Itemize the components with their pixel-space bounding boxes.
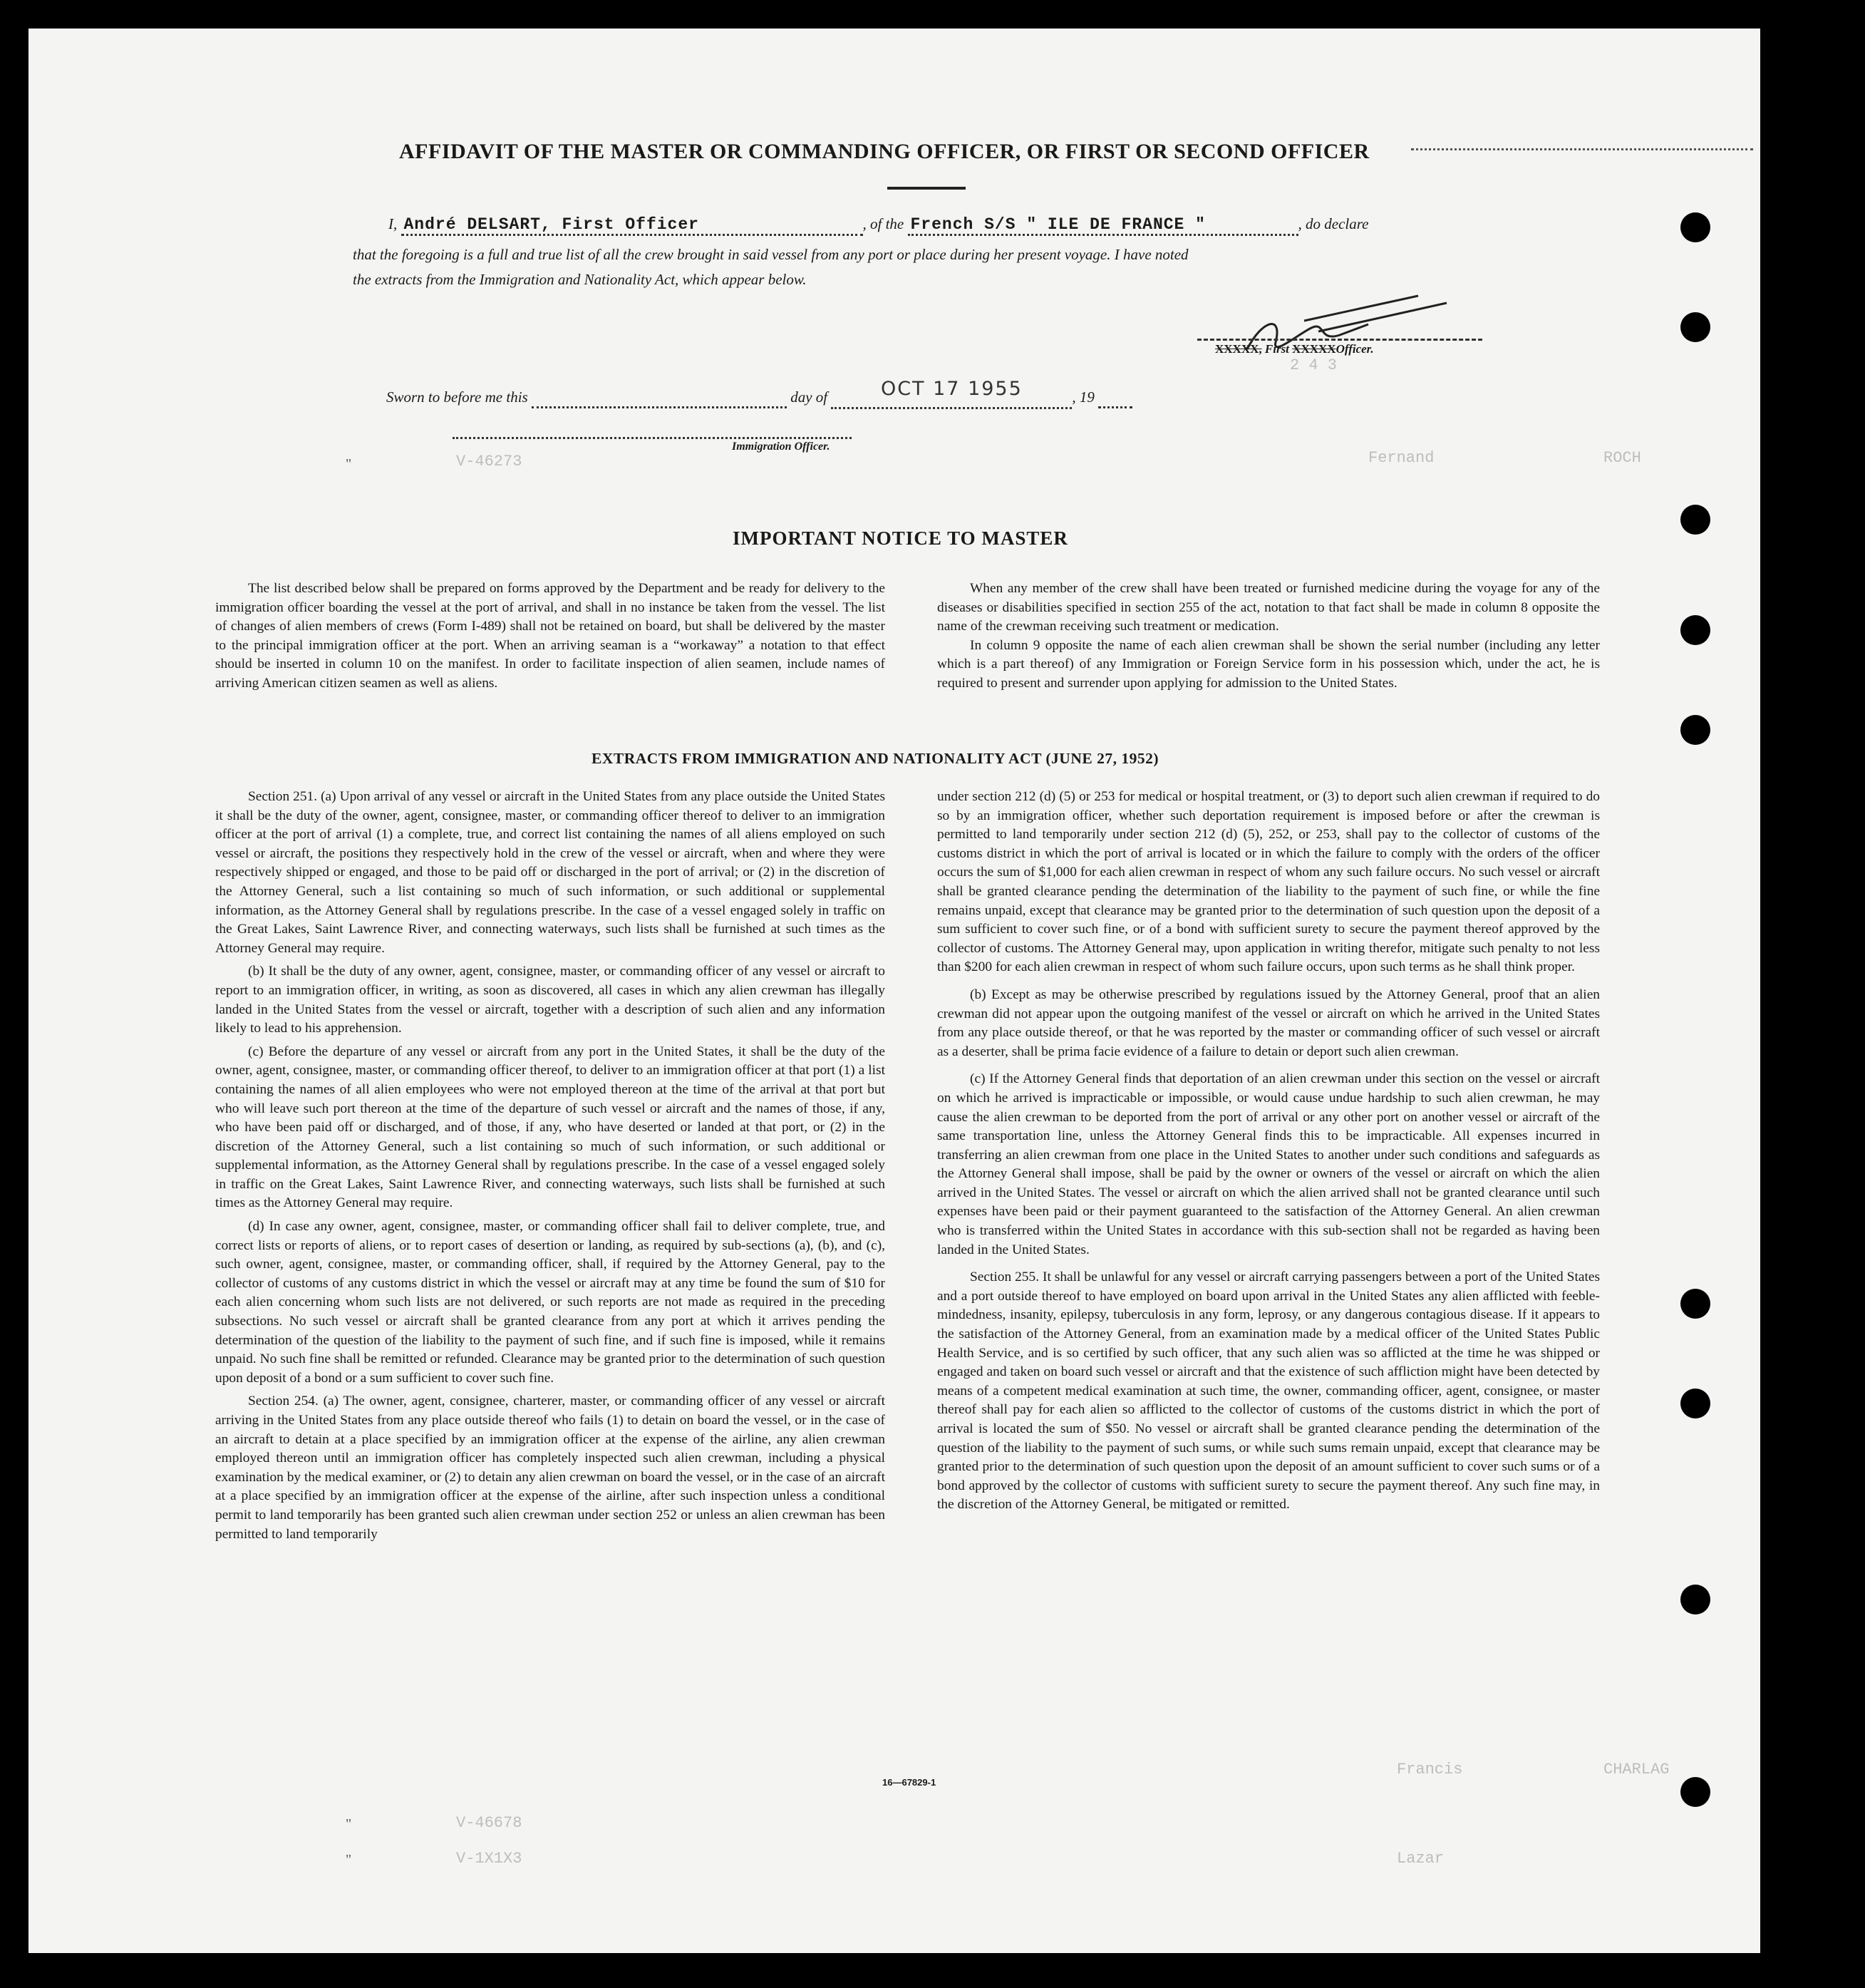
signature-line xyxy=(1197,339,1482,341)
binder-hole xyxy=(1680,505,1710,535)
bleed-through-text: Lazar xyxy=(1397,1850,1445,1868)
declaration-line-2: that the foregoing is a full and true list of all the crew brought in said vessel from any port or place during her present voyage. I have noted xyxy=(353,246,1189,263)
section-255: Section 255. It shall be unlawful for any vessel or aircraft carrying passengers between a port of the United States and a port outside thereof to have employed on board upon arrival in the United States any alien afflicted with feeble-mindedness, insanity, epilepsy, tuberculosis in any form, leprosy, or any dangerous contagious disease. If it appears to the satisfaction of the Attorney General, from an examination made by a medical officer of the United States Public Health Service, and is so certified by such officer, that any such alien was so afflicted at the time he was shipped or engaged and taken on board such vessel or aircraft and that the existence of such affliction might have been detected by means of a competent medical examination at such time, the owner, commanding officer, agent, consignee, or master thereof shall pay for each alien so afflicted to the collector of customs of the customs district in which the port of arrival is located the sum of $50. No vessel or aircraft shall be granted clearance pending the determination of the question of the liability to the payment of such sums, or while such sums remain unpaid, except that clearance may be granted prior to the determination of such question upon the deposit of an amount sufficient to cover such sums or of a bond approved by the collector of customs with sufficient surety to secure the payment thereof. Any such fine may, in the discretion of the Attorney General, be mitigated or remitted. xyxy=(937,1269,1600,1513)
binder-hole xyxy=(1680,1289,1710,1319)
notice-right-paragraph-1: When any member of the crew shall have been treated or furnished medicine during the voyage for any of the diseases or disabilities specified in section 255 of the act, notation to that fact shall be made in column 8 opposite the name of the crewman receiving such treatment or medication. xyxy=(937,581,1600,634)
day-of-label: day of xyxy=(790,388,828,406)
bleed-through-text: Fernand xyxy=(1368,449,1435,467)
section-254c: (c) If the Attorney General finds that deportation of an alien crewman under this section on the vessel or aircraft on which he arrived is impracticable or impossible, or would cause undue hardship to such alien crewman, he may cause the alien crewman to be deported from the port of arrival or any other port on another vessel or aircraft of the same transportation line, unless the Attorney General finds this to be impracticable. All expenses incurred in transferring an alien crewman from one place in the United States to another under such conditions and safeguards as the Attorney General shall impose, shall be paid by the owner or owners of the vessel or aircraft on which the alien arrived in the United States. The vessel or aircraft on which the alien arrived shall not be granted clearance until such expenses have been paid or their payment guaranteed to the satisfaction of the Attorney General. An alien crewman who is transferred within the United States in accordance with this sub-section shall not be regarded as having been landed in the United States. xyxy=(937,1071,1600,1257)
bleed-through-text: V-46678 xyxy=(456,1814,522,1832)
section-251a: Section 251. (a) Upon arrival of any vessel or aircraft in the United States from any place outside the United States it shall be the duty of the owner, agent, consignee, master, or commanding officer thereof to deliver to an immigration officer at the port of arrival (1) a complete, true, and correct list containing the names of all aliens employed on such vessel or aircraft, the positions they respectively hold in the crew of the vessel or aircraft, when and where they were respectively shipped or engaged, and those to be paid off or discharged in the port of arrival; or (2) in the discretion of the Attorney General, such a list containing so much of such information, or such additional or supplemental information, as the Attorney General shall by regulations prescribe. In the case of a vessel engaged solely in traffic on the Great Lakes, Saint Lawrence River, and connecting waterways, such lists shall be furnished at such times as the Attorney General may require. xyxy=(215,789,885,956)
officer-signature xyxy=(1233,292,1461,371)
binder-hole xyxy=(1680,212,1710,242)
bleed-through-text: 2 4 3 xyxy=(1290,356,1338,374)
year-suffix: , 19 xyxy=(1072,388,1095,406)
ditto-mark: " xyxy=(346,1852,352,1868)
year-field xyxy=(1098,388,1132,408)
bleed-through-text: ROCH xyxy=(1603,449,1641,467)
declarant-prefix: I, xyxy=(388,215,398,232)
date-stamp: OCT 17 1955 xyxy=(880,378,1023,400)
binder-hole xyxy=(1680,1585,1710,1614)
sworn-line xyxy=(386,378,1132,409)
declaration-line xyxy=(388,215,1368,236)
officer-title xyxy=(1215,342,1374,356)
immigration-officer-line xyxy=(453,437,852,439)
vessel-field xyxy=(908,215,1298,236)
vessel-name: French S/S " ILE DE FRANCE " xyxy=(910,215,1206,234)
first-label: First xyxy=(1264,342,1289,356)
section-251c: (c) Before the departure of any vessel or aircraft from any port in the United States, it shall be the duty of the owner, agent, consignee, master, or commanding officer thereof, to deliver to an immigration officer at that port (1) a list containing the names of all alien employees who were not employed thereon at the time of the arrival at that port but who will leave such port thereon at the time of the departure of such vessel or aircraft and the names of those, if any, who have been paid off or discharged, and of those, if any, who have deserted or landed at that port, or (2) in the discretion of the Attorney General, such a list containing so much of such information, or such additional or supplemental information, as the Attorney General shall by regulations prescribe. In the case of a vessel engaged solely in traffic on the Great Lakes, Saint Lawrence River, and connecting waterways, such lists shall be furnished at such times as the Attorney General may require. xyxy=(215,1044,885,1211)
extracts-left-column xyxy=(215,788,885,1544)
ditto-mark: " xyxy=(346,1816,352,1832)
struck-title-1: XXXXX, xyxy=(1215,342,1262,356)
form-number: 16—67829-1 xyxy=(882,1777,936,1788)
section-254a: Section 254. (a) The owner, agent, consignee, charterer, master, or commanding officer of any vessel or aircraft arriving in the United States from any place outside thereof who fails (1) to detain on board the vessel, or in the case of an aircraft to detain at a place specified by an immigration officer at the expense of the airline, any alien crewman employed thereon until an immigration officer has completely inspected such alien crewman, including a physical examination by the medical examiner, or (2) to detain any alien crewman on board the vessel, or in the case of an aircraft at a place specified by an immigration officer at the expense of the airline, after such inspection unless a conditional permit to land temporarily has been granted such alien crewman under section 252 or unless an alien crewman has been permitted to land temporarily xyxy=(215,1394,885,1542)
extracts-title: EXTRACTS FROM IMMIGRATION AND NATIONALITY ACT (JUNE 27, 1952) xyxy=(591,750,1159,767)
notice-title: IMPORTANT NOTICE TO MASTER xyxy=(733,527,1068,549)
do-declare-label: , do declare xyxy=(1298,215,1369,232)
notice-right-column xyxy=(937,580,1600,694)
title-dotted-leader xyxy=(1411,148,1753,150)
title-rule xyxy=(887,187,966,190)
bleed-through-text: V-1X1X3 xyxy=(456,1850,522,1868)
bleed-through-text: CHARLAG xyxy=(1603,1761,1670,1778)
sworn-label: Sworn to before me this xyxy=(386,388,528,406)
declarant-name: André DELSART, First Officer xyxy=(403,215,699,234)
officer-label: Officer. xyxy=(1336,342,1374,356)
declarant-field xyxy=(401,215,863,236)
bleed-through-text: V-46273 xyxy=(456,453,522,470)
binder-hole xyxy=(1680,615,1710,645)
section-251d: (d) In case any owner, agent, consignee, master, or commanding officer shall fail to deliver complete, true, and correct lists or reports of aliens, or to report cases of desertion or landing, as required by sub-sections (a), (b), and (c), such owner, agent, consignee, master, or commanding officer, shall, if required by the Attorney General, pay to the collector of customs of any customs district in which the vessel or aircraft may at any time be found the sum of $10 for each alien concerning whom such lists are not delivered, or such reports are not made as required in the preceding subsections. No such vessel or aircraft shall be granted clearance from any port at which it arrives pending the determination of the question of the liability to the payment of such fine, and if such fine is imposed, while it remains unpaid. No such fine shall be remitted or refunded. Clearance may be granted prior to the determination of such question upon deposit of a bond or a sum sufficient to cover such fine. xyxy=(215,1219,885,1386)
notice-right-paragraph-2: In column 9 opposite the name of each alien crewman shall be shown the serial number (including any letter which is a part thereof) of any Immigration or Foreign Service form in his possession which, under the act, he is required to present and surrender upon applying for admission to the United States. xyxy=(937,637,1600,691)
section-254a-continued: under section 212 (d) (5) or 253 for medical or hospital treatment, or (3) to deport such alien crewman if required to do so by an immigration officer, whether such deportation requirement is imposed before or after the crewman is permitted to land temporarily under section 212 (d) (5), 252, or 253, shall pay to the collector of customs of the customs district in which the port of arrival is located or in which the failure to comply with the orders of the officer occurs the sum of $1,000 for each alien crewman in respect of whom any such failure occurs. No such vessel or aircraft shall be granted clearance pending the determination of the liability to the payment of such fine, or while the fine remains unpaid, except that clearance may be granted prior to the determination of such question upon the deposit of a sum sufficient to cover such fine, or of a bond with sufficient surety to secure the payment thereof approved by the collector of customs. The Attorney General may, upon application in writing therefor, mitigate such penalty to not less than $200 for each alien crewman in respect of whom such failure occurs, upon such terms as he shall think proper. xyxy=(937,789,1600,975)
of-the-label: , of the xyxy=(862,215,904,232)
binder-hole xyxy=(1680,715,1710,745)
binder-hole xyxy=(1680,1777,1710,1807)
affidavit-title: AFFIDAVIT OF THE MASTER OR COMMANDING OFFICER, OR FIRST OR SECOND OFFICER xyxy=(399,140,1370,163)
bleed-through-text: Francis xyxy=(1397,1761,1463,1778)
extracts-right-column xyxy=(937,788,1600,1515)
sworn-day-field xyxy=(532,388,787,408)
declaration-line-3: the extracts from the Immigration and Nationality Act, which appear below. xyxy=(353,271,807,288)
struck-title-2: XXXXX xyxy=(1292,342,1336,356)
binder-hole xyxy=(1680,1389,1710,1418)
document-page xyxy=(29,29,1760,1953)
ditto-mark: " xyxy=(346,456,352,472)
section-254b: (b) Except as may be otherwise prescribed by regulations issued by the Attorney General, proof that an alien crewman did not appear upon the outgoing manifest of the vessel or aircraft on which he arrived in the United States from any place outside thereof, or that he was reported by the master or commanding officer of such vessel or aircraft as a deserter, shall be prima facie evidence of a failure to detain or deport such alien crewman. xyxy=(937,987,1600,1059)
sworn-date-field xyxy=(831,378,1072,409)
notice-left-paragraph: The list described below shall be prepared on forms approved by the Department and be ready for delivery to the immigration officer boarding the vessel at the port of arrival, and shall in no instance be taken from the vessel. The list of changes of alien members of crews (Form I-489) shall not be retained on board, but shall be delivered by the master to the principal immigration officer at the port. When an arriving seaman is a “workaway” a notation to that effect should be inserted in column 10 on the manifest. In order to facilitate inspection of alien seamen, include names of arriving American citizen seamen as well as aliens. xyxy=(215,581,885,691)
binder-hole xyxy=(1680,312,1710,342)
section-251b: (b) It shall be the duty of any owner, agent, consignee, master, or commanding officer of any vessel or aircraft to report to an immigration officer, in writing, as soon as discovered, all cases in which any alien crewman has illegally landed in the United States from the vessel or aircraft, together with a description of such alien and any information likely to lead to his apprehension. xyxy=(215,964,885,1036)
notice-left-column xyxy=(215,580,885,694)
immigration-officer-label: Immigration Officer. xyxy=(732,441,830,453)
